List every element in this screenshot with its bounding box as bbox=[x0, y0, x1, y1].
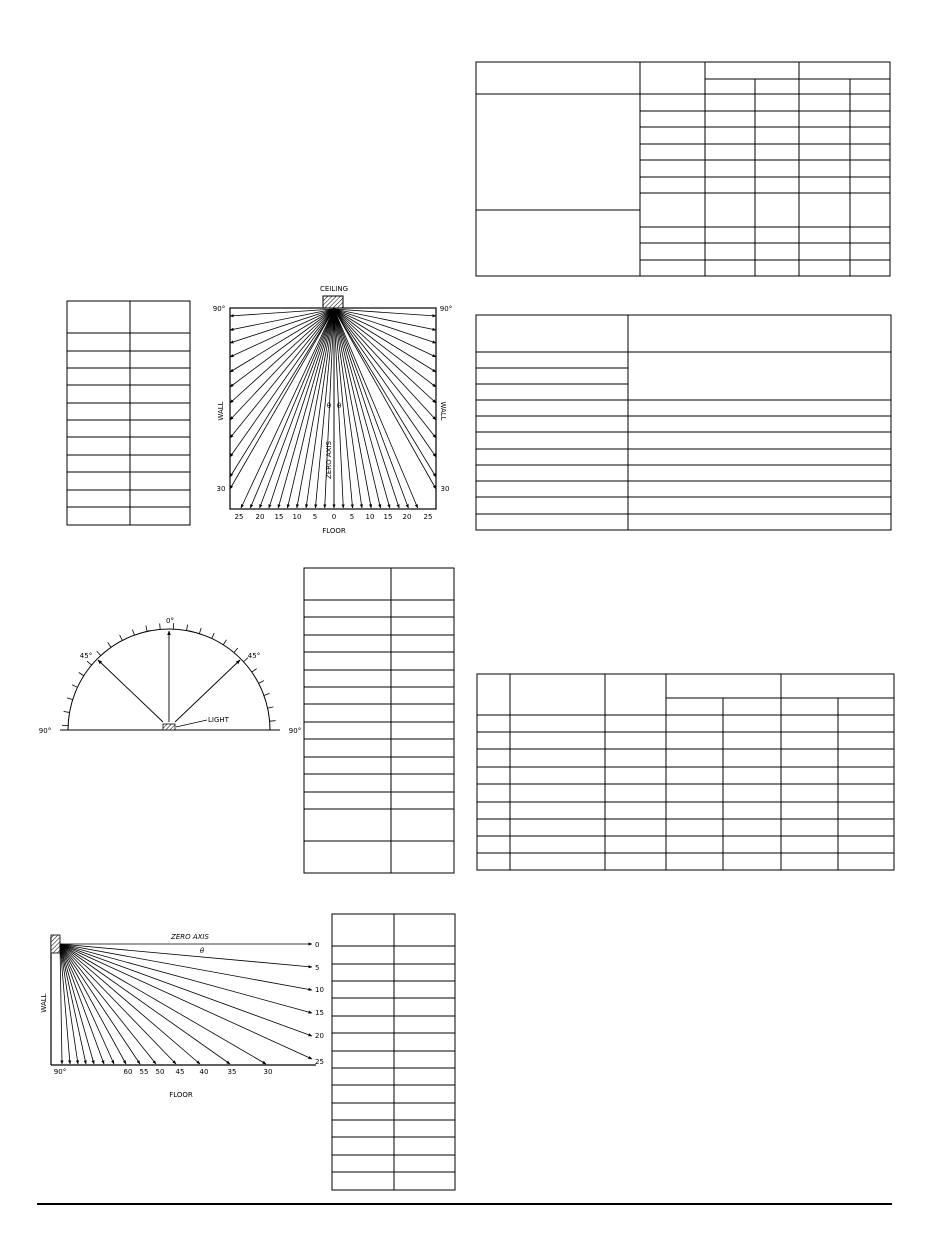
arc-tick bbox=[223, 640, 226, 645]
right-tick-labels bbox=[315, 941, 324, 1066]
angle-label-90-right: 90° bbox=[288, 727, 302, 735]
angle-label-45-right: 45° bbox=[247, 652, 261, 660]
floor-tick-label: 25 bbox=[234, 513, 244, 521]
arc-tick bbox=[120, 635, 123, 640]
arc-tick bbox=[146, 626, 147, 632]
floor-tick-label: 20 bbox=[255, 513, 265, 521]
arc-tick bbox=[97, 651, 101, 655]
ray-45deg-left bbox=[98, 660, 163, 722]
arc-tick bbox=[212, 633, 215, 638]
floor-tick-labels bbox=[54, 1068, 273, 1076]
arc-tick bbox=[268, 707, 274, 708]
light-ray bbox=[60, 944, 312, 967]
right-tick-label: 5 bbox=[315, 964, 320, 972]
arc-tick bbox=[187, 625, 188, 631]
floor-tick-labels bbox=[235, 513, 433, 521]
light-ray bbox=[60, 944, 200, 1064]
light-ray bbox=[250, 309, 334, 508]
theta-label: θ bbox=[199, 947, 205, 955]
light-ray bbox=[230, 309, 334, 489]
angle-label-left-30: 30 bbox=[216, 485, 226, 493]
theta-label-left: θ bbox=[326, 402, 332, 410]
wall-label-left: WALL bbox=[217, 401, 225, 421]
floor-tick-label: 5 bbox=[349, 513, 355, 521]
floor-tick-label: 90° bbox=[53, 1068, 67, 1076]
light-ray bbox=[230, 309, 334, 457]
arc-tick bbox=[87, 661, 92, 665]
arc-tick bbox=[234, 648, 238, 653]
wall-label: WALL bbox=[40, 993, 48, 1013]
floor-tick-label: 5 bbox=[312, 513, 318, 521]
floor-tick-label: 10 bbox=[292, 513, 302, 521]
arc-tick bbox=[264, 693, 270, 695]
right-tick-label: 15 bbox=[315, 1009, 324, 1017]
light-ray bbox=[334, 309, 418, 508]
floor-tick-label: 60 bbox=[123, 1068, 133, 1076]
light-ray bbox=[60, 944, 156, 1064]
angle-label-top-right: 90° bbox=[439, 305, 453, 313]
right-tick-label: 10 bbox=[315, 986, 324, 994]
angle-label-right-30: 30 bbox=[440, 485, 450, 493]
arc-tick bbox=[259, 681, 264, 684]
arc-tick bbox=[160, 623, 161, 629]
arc-tick bbox=[67, 698, 73, 700]
table-semicircle-angles bbox=[304, 568, 454, 873]
wall-light-source bbox=[51, 935, 60, 953]
ceiling-light-rays bbox=[230, 309, 436, 508]
zero-axis-label: ZERO AXIS bbox=[171, 933, 209, 941]
wall-mount-diagram bbox=[40, 933, 324, 1099]
wall-label-right: WALL bbox=[439, 401, 447, 421]
light-ray bbox=[334, 309, 436, 457]
light-ray bbox=[60, 944, 266, 1064]
ceiling-mount-diagram bbox=[213, 285, 452, 535]
light-leader-line bbox=[176, 720, 207, 727]
right-tick-label: 0 bbox=[315, 941, 320, 949]
angle-label-90-left: 90° bbox=[38, 727, 52, 735]
floor-tick-label: 25 bbox=[423, 513, 433, 521]
light-label: LIGHT bbox=[208, 716, 229, 724]
semicircle-angle-diagram bbox=[39, 617, 301, 735]
arc-tick bbox=[132, 629, 134, 635]
light-source bbox=[163, 724, 175, 730]
floor-tick-label: 35 bbox=[227, 1068, 237, 1076]
arc-tick bbox=[64, 711, 70, 712]
arc-tick bbox=[108, 642, 111, 647]
floor-tick-label: 0 bbox=[331, 513, 337, 521]
floor-tick-label: 40 bbox=[199, 1068, 209, 1076]
right-tick-label: 20 bbox=[315, 1032, 324, 1040]
theta-label-right: θ bbox=[336, 402, 342, 410]
floor-tick-label: 10 bbox=[365, 513, 375, 521]
floor-tick-label: 30 bbox=[263, 1068, 273, 1076]
ceiling-label: CEILING bbox=[320, 285, 348, 293]
light-ray bbox=[60, 944, 312, 1013]
arc-tick bbox=[72, 685, 77, 688]
floor-tick-label: 20 bbox=[402, 513, 412, 521]
angle-label-45-left: 45° bbox=[79, 652, 93, 660]
arc-tick bbox=[79, 673, 84, 676]
floor-tick-label: 15 bbox=[274, 513, 284, 521]
light-ray bbox=[60, 944, 312, 1036]
floor-label: FLOOR bbox=[169, 1091, 193, 1099]
arc-tick bbox=[252, 669, 257, 672]
angle-label-0: 0° bbox=[166, 617, 174, 625]
table-ceiling-angles bbox=[67, 301, 190, 525]
right-tick-label: 25 bbox=[315, 1058, 324, 1066]
angle-label-top-left: 90° bbox=[212, 305, 226, 313]
table-wall-angles bbox=[332, 914, 455, 1190]
floor-tick-label: 55 bbox=[139, 1068, 149, 1076]
light-ray bbox=[334, 309, 436, 489]
light-ray bbox=[60, 944, 126, 1064]
table-middle-right bbox=[476, 315, 891, 530]
floor-tick-label: 45 bbox=[175, 1068, 185, 1076]
arc-tick bbox=[199, 628, 201, 634]
table-top-right bbox=[476, 62, 890, 276]
light-ray bbox=[230, 309, 334, 372]
arc-tick bbox=[270, 721, 276, 722]
wall-light-rays bbox=[60, 944, 312, 1064]
light-ray bbox=[60, 944, 78, 1064]
table-bottom-right bbox=[477, 674, 894, 870]
zero-axis-label: ZERO AXIS bbox=[325, 441, 333, 479]
floor-tick-label: 15 bbox=[383, 513, 393, 521]
light-ray bbox=[60, 944, 230, 1064]
light-ray bbox=[260, 309, 334, 508]
ceiling-light-source bbox=[323, 296, 343, 308]
ray-45deg-right bbox=[175, 660, 240, 722]
floor-label: FLOOR bbox=[322, 527, 346, 535]
floor-tick-label: 50 bbox=[155, 1068, 165, 1076]
light-ray bbox=[60, 944, 312, 1059]
